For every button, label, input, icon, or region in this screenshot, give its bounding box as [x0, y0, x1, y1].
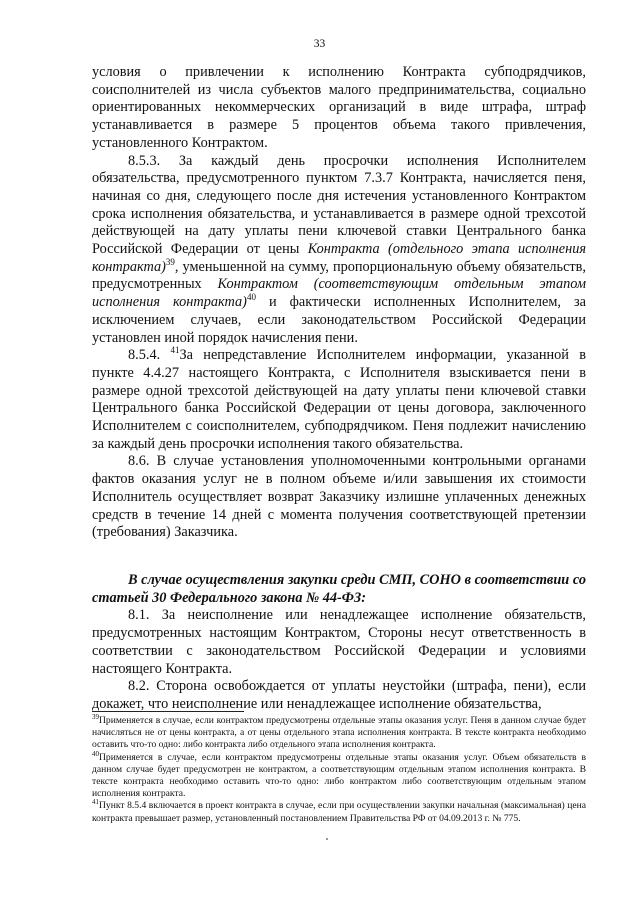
- footnote-text: Применяется в случае, если контрактом предусмотрены отдельные этапы оказания услуг. Объем обязательств в данном случае будет предусмотрен не контрактом, а соответствующим отдельным этапом исполнения контракта. В тексте контракта необходимо оставить что-то одно: либо контрактом либо соответствующим отдельным этапом исполнения контракта.: [92, 751, 586, 800]
- main-text: [92, 64, 586, 714]
- footnotes: [92, 712, 586, 825]
- paragraph-text: , уменьшенной на сумму, пропорциональную объему обязательств, предусмотренных: [92, 258, 586, 293]
- paragraph-text: 8.5.3. За каждый день просрочки исполнения Исполнителем обязательства, предусмотренного пунктом 7.3.7 Контракта, начисляется пеня, начиная со дня, следующего после дня истечения установленного Контрактом срока исполнения обязательства, и устанавливается в размере одной трехсотой действующей на дату уплаты пени ключевой ставки Центрального банка Российской Федерации от цены: [92, 152, 586, 258]
- paragraph-text: и фактически исполненных Исполнителем, за исключением случаев, если законодательством Российской Федерации установлен иной порядок начисления пени.: [92, 294, 587, 346]
- section-heading: В случае осуществления закупки среди СМП, СОНО в соответствии со статьей 30 Федерального закона № 44-ФЗ:: [92, 571, 586, 606]
- paragraph-8-2: 8.2. Сторона освобождается от уплаты неустойки (штрафа, пени), если докажет, что неисполнение или ненадлежащее исполнение обязательства,: [92, 678, 586, 712]
- section-gap: [92, 542, 586, 572]
- footnote-ref-41: 41: [170, 345, 180, 356]
- paragraph-text: 8.5.4.: [128, 347, 171, 364]
- footnote-39: [92, 712, 586, 752]
- footnote-40: [92, 749, 586, 801]
- footnote-ref-39: 39: [165, 256, 175, 267]
- italic-text: Контрактом (соответствующим отдельным этапом исполнения контракта): [92, 276, 586, 311]
- footnote-ref-40: 40: [246, 292, 256, 303]
- paragraph-8-5-3: [92, 153, 586, 348]
- footnote-text: Пункт 8.5.4 включается в проект контракта в случае, если при осуществлении закупки начальная (максимальная) цена контракта превышает размер, установленный постановлением Правительства РФ от 04.09.2013 г. № 775.: [92, 800, 586, 824]
- footnote-mark: 41: [92, 798, 99, 807]
- footnote-text: Применяется в случае, если контрактом предусмотрены отдельные этапы оказания услуг. Пеня в данном случае будет начисляться не от цены контракта, а от цены отдельного этапа исполнения контракта. В тексте контракта необходимо оставить что-то одно: либо контракта либо отдельного этапа исполнения контракта.: [92, 715, 586, 751]
- scan-speck: [326, 838, 328, 840]
- paragraph-8-5-4: [92, 347, 586, 453]
- paragraph-8-1: 8.1. За неисполнение или ненадлежащее исполнение обязательств, предусмотренных настоящим Контрактом, Стороны несут ответственность в соответствии с законодательством Российской Федерации и условиями настоящего Контракта.: [92, 607, 586, 677]
- paragraph-text: За непредставление Исполнителем информации, указанной в пункте 4.4.27 настоящего Контракта, с Исполнителя взыскивается пени в размере одной трехсотой действующей на дату уплаты пени ключевой ставки Центрального банка Российской Федерации от цены договора, заключенного Исполнителем с соисполнителем, субподрядчиком. Пеня подлежит начислению за каждый день просрочки исполнения такого обязательства.: [92, 347, 586, 452]
- footnote-41: [92, 800, 586, 824]
- paragraph-continuation: условия о привлечении к исполнению Контракта субподрядчиков, соисполнителей из числа субъектов малого предпринимательства, социально ориентированных некоммерческих организаций в виде штрафа, штраф устанавливается в размере 5 процентов объема такого привлечения, установленного Контрактом.: [92, 64, 586, 151]
- italic-text: Контракта (отдельного этапа исполнения контракта): [92, 241, 586, 275]
- page-number: 33: [313, 38, 326, 50]
- paragraph-8-6: 8.6. В случае установления уполномоченными контрольными органами фактов оказания услуг не в полном объеме и/или завышения их стоимости Исполнитель осуществляет возврат Заказчику излишне уплаченных денежных средств в течение 14 дней с момента получения соответствующей претензии (требования) Заказчика.: [92, 453, 586, 541]
- footnote-separator: [92, 711, 244, 712]
- footnote-mark: 39: [92, 712, 99, 721]
- footnote-mark: 40: [92, 749, 99, 758]
